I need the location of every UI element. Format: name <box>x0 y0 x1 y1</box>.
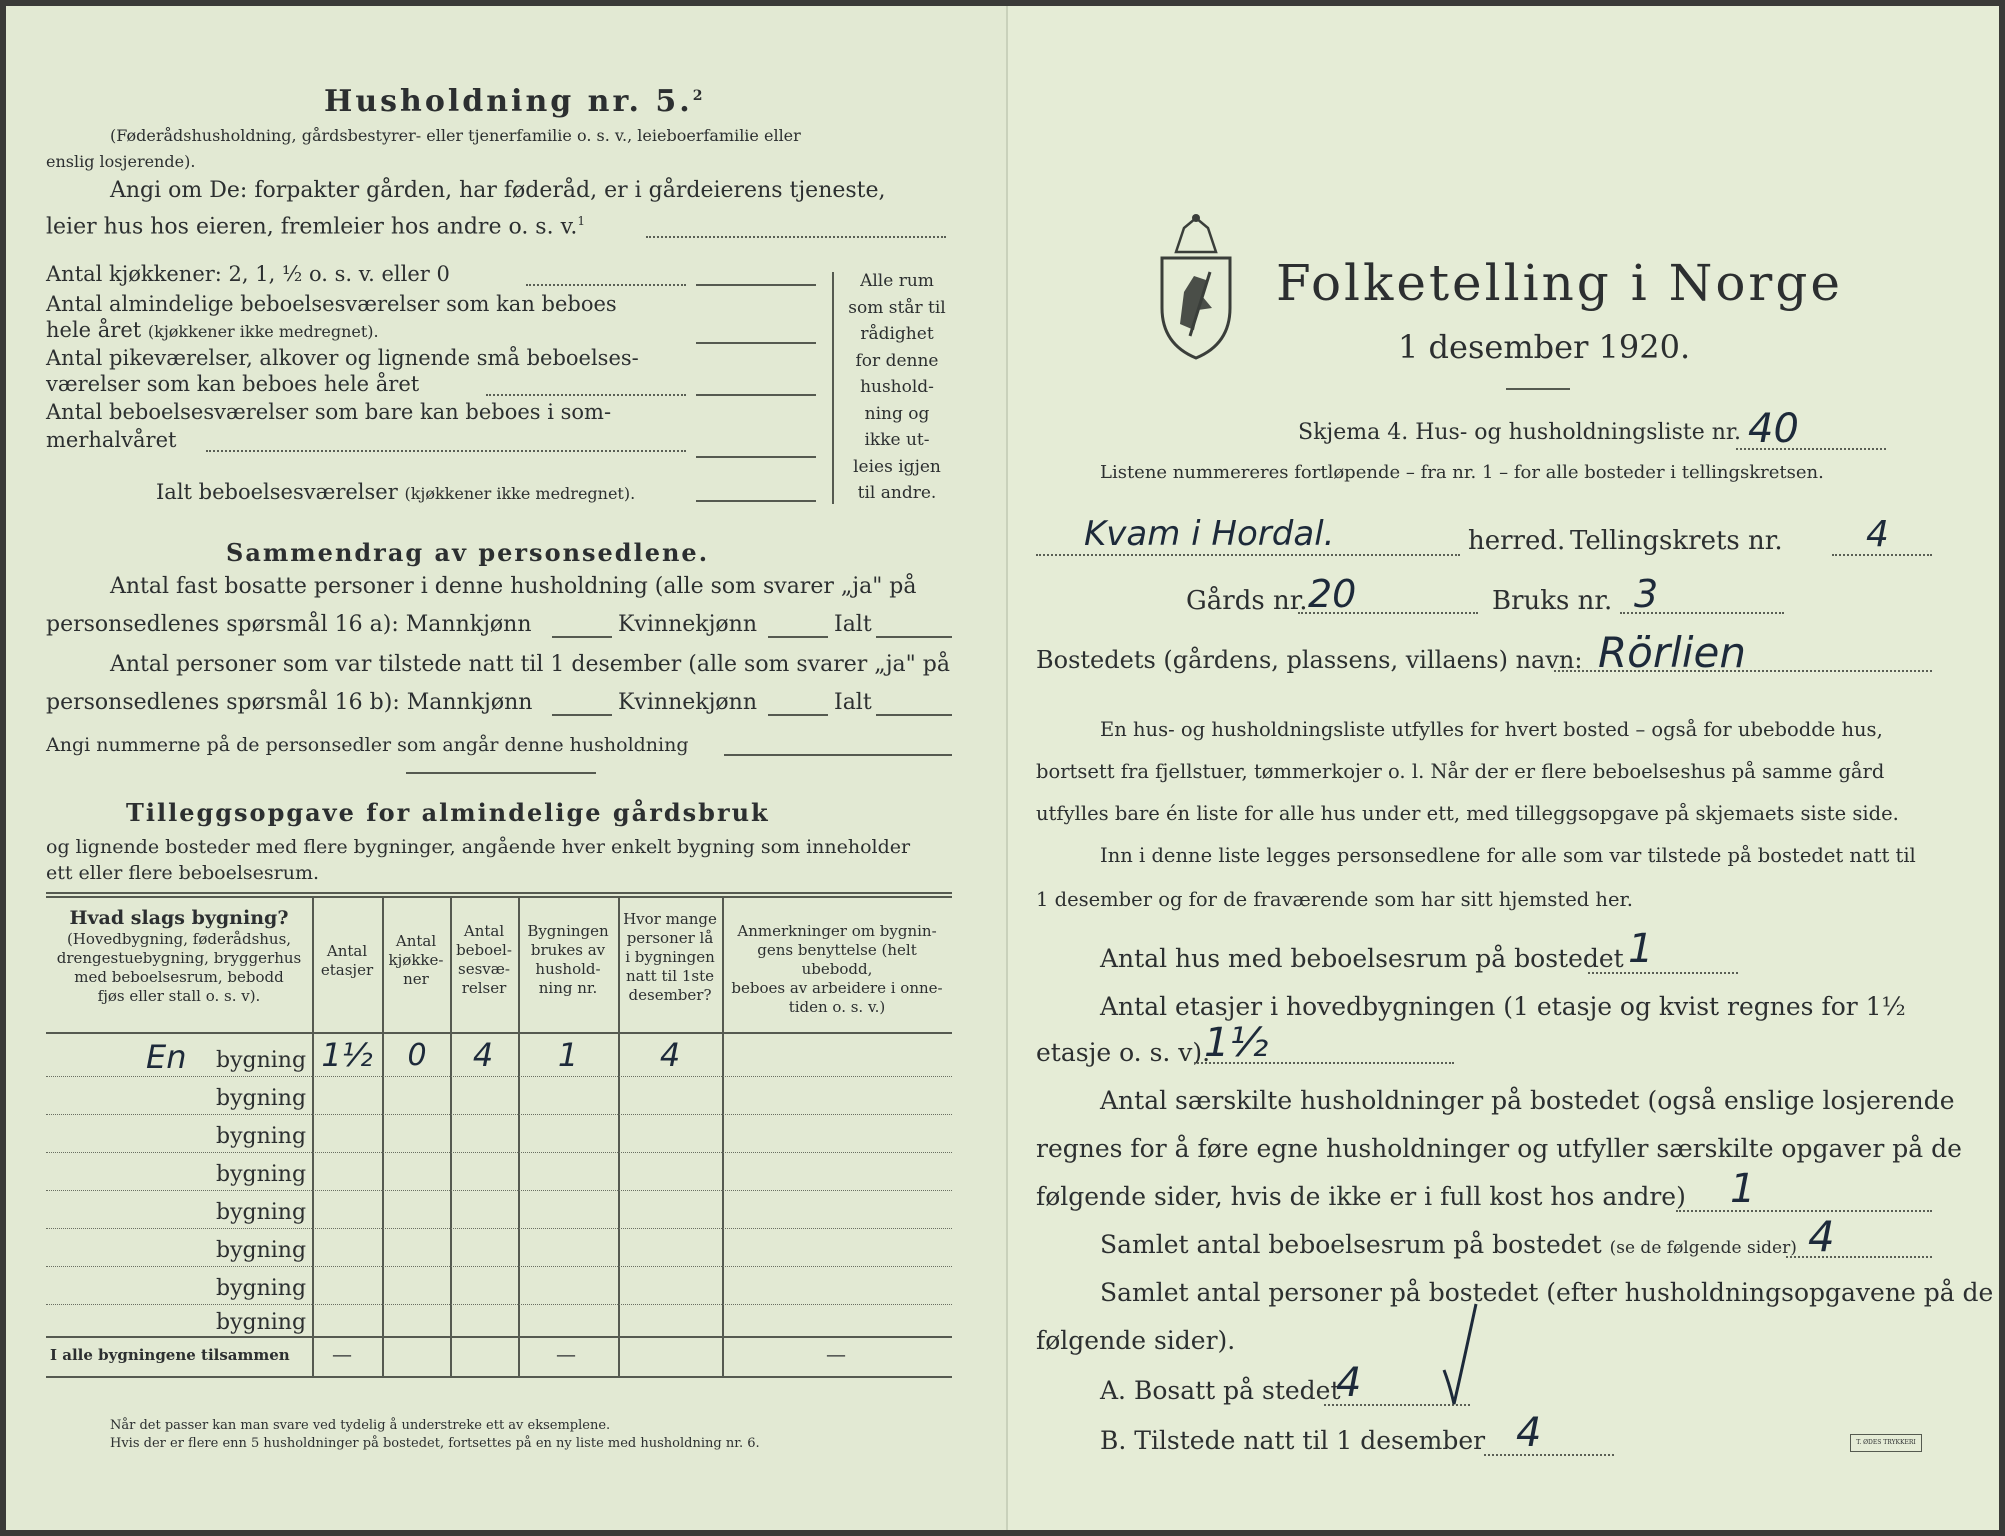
row6-rule <box>46 1266 952 1267</box>
total-floors-dash: — <box>332 1342 352 1366</box>
q-persons-label-2: følgende sider). <box>1036 1326 1236 1355</box>
total-household-dash: — <box>556 1342 576 1366</box>
summary-line-4: personsedlenes spørsmål 16 b): Mannkjønn <box>46 690 533 715</box>
listene-note: Listene nummereres fortløpende – fra nr. 1 – for alle bosteder i tellingskretsen. <box>1100 462 1824 483</box>
rooms-label: Antal almindelige beboelsesværelser som kan beboes <box>46 292 617 316</box>
table-header-rule <box>46 1032 952 1034</box>
header-rooms: Antal beboel- sesvæ- relser <box>456 922 512 997</box>
row2-rule <box>46 1114 952 1115</box>
place-name-label: Bostedets (gårdens, plassens, villaens) navn: <box>1036 646 1583 674</box>
farm-number: 20 <box>1308 572 1357 616</box>
q-rooms-answer: 4 <box>1808 1212 1835 1261</box>
municipality-name: Kvam i Hordal. <box>1084 514 1335 554</box>
table-bottom-rule <box>46 1376 952 1378</box>
maid-rooms-answer[interactable] <box>696 394 816 396</box>
side-note: Alle rum som står til rådighet for denne hushold- ning og ikke ut- leies igjen til andre. <box>848 271 946 503</box>
rooms-label-2: hele året (kjøkkener ikke medregnet). <box>46 318 379 342</box>
place-name: Rörlien <box>1598 628 1746 677</box>
household-title: Husholdning nr. 5.$^2$ <box>324 84 706 119</box>
instruction-5: 1 desember og for de fraværende som har sitt hjemsted her. <box>1036 888 1633 911</box>
q-floors-label: Antal etasjer i hovedbygningen (1 etasje og kvist regnes for 1½ <box>1100 992 1906 1021</box>
footnote-1: Når det passer kan man svare ved tydelig å understreke ett av eksemplene. <box>110 1418 611 1433</box>
kitchens-answer[interactable] <box>696 284 816 286</box>
female-label-1: Kvinnekjønn <box>618 612 757 637</box>
female-resident-answer[interactable] <box>768 636 828 638</box>
numbers-label: Angi nummerne på de personsedler som angår denne husholdning <box>46 734 689 756</box>
q-houses-answer: 1 <box>1628 926 1654 972</box>
male-resident-answer[interactable] <box>552 636 612 638</box>
instruction-2: bortsett fra fjellstuer, tømmerkojer o. l. Når der er flere beboelseshus på samme gård <box>1036 760 1885 783</box>
female-label-2: Kvinnekjønn <box>618 690 757 715</box>
total-label-2: Ialt <box>834 690 872 715</box>
total-label-1: Ialt <box>834 612 872 637</box>
district-line[interactable] <box>1832 554 1932 556</box>
household-note: (Føderådshusholdning, gårdsbestyrer- eller tjenerfamilie o. s. v., leieboerfamilie eller <box>110 126 801 145</box>
angi-line-2: leier hus hos eieren, fremleier hos andre o. s. v.$^1$ <box>46 214 586 240</box>
row4-label: bygning <box>216 1162 307 1187</box>
row8-label: bygning <box>216 1310 307 1335</box>
row7-rule <box>46 1304 952 1305</box>
list-number-line[interactable] <box>1736 448 1886 450</box>
holding-number-line[interactable] <box>1620 612 1784 614</box>
male-present-answer[interactable] <box>552 714 612 716</box>
q-households-answer: 1 <box>1730 1166 1756 1212</box>
row3-label: bygning <box>216 1124 307 1149</box>
table-total-rule <box>46 1336 952 1338</box>
holding-no-label: Bruks nr. <box>1492 586 1613 616</box>
q-resident-label: A. Bosatt på stedet <box>1100 1376 1341 1405</box>
kitchens-dots <box>526 284 686 286</box>
row6-label: bygning <box>216 1238 307 1263</box>
summary-line-2: personsedlenes spørsmål 16 a): Mannkjønn <box>46 612 532 637</box>
supplement-title: Tilleggsopgave for almindelige gårdsbruk <box>126 798 770 827</box>
instruction-4: Inn i denne liste legges personsedlene for alle som var tilstede på bostedet natt til <box>1100 844 1916 867</box>
row1-rule <box>46 1076 952 1077</box>
row7-label: bygning <box>216 1276 307 1301</box>
census-title: Folketelling i Norge <box>1276 254 1843 312</box>
right-page <box>1008 6 1999 1530</box>
row5-label: bygning <box>216 1200 307 1225</box>
total-rooms-label: Ialt beboelsesværelser (kjøkkener ikke medregnet). <box>156 480 636 504</box>
instruction-1: En hus- og husholdningsliste utfylles for hvert bosted – også for ubebodde hus, <box>1100 718 1883 741</box>
header-floors: Antal etasjer <box>320 942 374 979</box>
norway-coat-of-arms-icon <box>1154 212 1238 360</box>
q-households-label-3: følgende sider, hvis de ikke er i full kost hos andre) <box>1036 1182 1686 1211</box>
header-kitchens: Antal kjøkke- ner <box>388 932 444 988</box>
left-page <box>6 6 1008 1530</box>
divider <box>406 772 596 774</box>
instruction-3: utfylles bare én liste for alle hus under ett, med tilleggsopgave på skjemaets siste side. <box>1036 802 1899 825</box>
farm-number-line[interactable] <box>1298 612 1478 614</box>
row3-rule <box>46 1152 952 1153</box>
q-floors-answer: 1½ <box>1204 1020 1269 1066</box>
row4-rule <box>46 1190 952 1191</box>
summary-line-1: Antal fast bosatte personer i denne husholdning (alle som svarer „ja" på <box>110 574 917 599</box>
q-houses-label: Antal hus med beboelsesrum på bostedet <box>1100 944 1624 973</box>
maid-rooms-label-2: værelser som kan beboes hele året <box>46 372 420 396</box>
row1-household-no: 1 <box>557 1036 579 1074</box>
census-form-spread <box>6 6 1999 1530</box>
row1-floors: 1½ <box>321 1036 373 1074</box>
district-number: 4 <box>1866 514 1889 555</box>
municipality-line[interactable] <box>1036 554 1460 556</box>
summer-rooms-label-2: merhalvåret <box>46 428 177 452</box>
table-top-rule-2 <box>46 896 952 898</box>
q-floors-line[interactable] <box>1194 1062 1454 1064</box>
census-date: 1 desember 1920. <box>1398 328 1691 366</box>
summer-rooms-answer[interactable] <box>696 456 816 458</box>
q-rooms-label: Samlet antal beboelsesrum på bostedet (se de følgende sider) <box>1100 1230 1797 1259</box>
district-label: Tellingskrets nr. <box>1570 526 1783 556</box>
row2-label: bygning <box>216 1086 307 1111</box>
q-present-line[interactable] <box>1484 1454 1614 1456</box>
side-bracket <box>832 272 834 504</box>
maid-rooms-dots <box>486 394 686 396</box>
total-rooms-answer[interactable] <box>696 500 816 502</box>
q-persons-label: Samlet antal personer på bostedet (efter husholdningsopgavene på de <box>1100 1278 1994 1307</box>
place-name-line[interactable] <box>1554 670 1932 672</box>
angi-answer-line[interactable] <box>646 236 946 238</box>
total-remarks-dash: — <box>826 1342 846 1366</box>
printer-stamp: T. ØDES TRYKKERI <box>1850 1434 1922 1452</box>
check-mark-icon <box>1440 1300 1480 1410</box>
row5-rule <box>46 1228 952 1229</box>
holding-number: 3 <box>1634 572 1659 616</box>
numbers-answer[interactable] <box>724 754 952 756</box>
header-persons: Hvor mange personer lå i bygningen natt til 1ste desember? <box>623 910 717 1004</box>
title-rule <box>1506 388 1570 390</box>
q-present-answer: 4 <box>1516 1410 1542 1456</box>
header-remarks: Anmerkninger om bygnin- gens benyttelse (helt ubebodd, beboes av arbeidere i onne- tiden o. s. v.) <box>731 922 943 1016</box>
total-present-answer[interactable] <box>876 714 952 716</box>
summary-title: Sammendrag av personsedlene. <box>226 538 710 567</box>
supplement-line-2: ett eller flere beboelsesrum. <box>46 862 320 884</box>
rooms-answer[interactable] <box>696 342 816 344</box>
row1-kitchens: 0 <box>407 1038 427 1073</box>
header-building-type: Hvad slags bygning? (Hovedbygning, føderådshus, drengestuebygning, bryggerhus med beboelsesrum, bebodd fjøs eller stall o. s. v). <box>56 907 302 1005</box>
row1-building-type: En <box>146 1038 187 1076</box>
table-top-rule <box>46 892 952 894</box>
list-number: 40 <box>1748 406 1799 452</box>
q-resident-answer: 4 <box>1336 1360 1362 1406</box>
header-household-no: Bygningen brukes av hushold- ning nr. <box>527 922 609 997</box>
q-houses-line[interactable] <box>1588 972 1738 974</box>
row1-rooms: 4 <box>472 1036 494 1074</box>
buildings-table <box>46 892 952 1392</box>
total-resident-answer[interactable] <box>876 636 952 638</box>
total-row-label: I alle bygningene tilsammen <box>50 1346 290 1364</box>
maid-rooms-label: Antal pikeværelser, alkover og lignende små beboelses- <box>46 346 639 370</box>
summer-rooms-dots <box>206 450 686 452</box>
household-note-2: enslig losjerende). <box>46 152 196 171</box>
q-present-label: B. Tilstede natt til 1 desember <box>1100 1426 1486 1455</box>
summary-line-3: Antal personer som var tilstede natt til 1 desember (alle som svarer „ja" på <box>110 652 950 677</box>
q-rooms-line[interactable] <box>1786 1256 1932 1258</box>
q-households-label-2: regnes for å føre egne husholdninger og utfyller særskilte opgaver på de <box>1036 1134 1962 1163</box>
q-households-line[interactable] <box>1676 1210 1932 1212</box>
q-households-label: Antal særskilte husholdninger på bostedet (også enslige losjerende <box>1100 1086 1955 1115</box>
herred-label: herred. <box>1468 526 1566 556</box>
row1-persons: 4 <box>659 1036 681 1074</box>
q-floors-label-2: etasje o. s. v). <box>1036 1038 1211 1067</box>
angi-line-1: Angi om De: forpakter gården, har føderåd, er i gårdeierens tjeneste, <box>110 178 886 203</box>
female-present-answer[interactable] <box>768 714 828 716</box>
footnote-2: Hvis der er flere enn 5 husholdninger på bostedet, fortsettes på en ny liste med husholdning nr. 6. <box>110 1436 760 1451</box>
farm-no-label: Gårds nr. <box>1186 586 1308 616</box>
row1-label: bygning <box>216 1048 307 1073</box>
kitchens-label: Antal kjøkkener: 2, 1, ½ o. s. v. eller 0 <box>46 262 450 286</box>
schema-label: Skjema 4. Hus- og husholdningsliste nr. <box>1298 420 1741 445</box>
supplement-line-1: og lignende bosteder med flere bygninger, angående hver enkelt bygning som inneholder <box>46 836 911 858</box>
summer-rooms-label: Antal beboelsesværelser som bare kan beboes i som- <box>46 400 612 424</box>
